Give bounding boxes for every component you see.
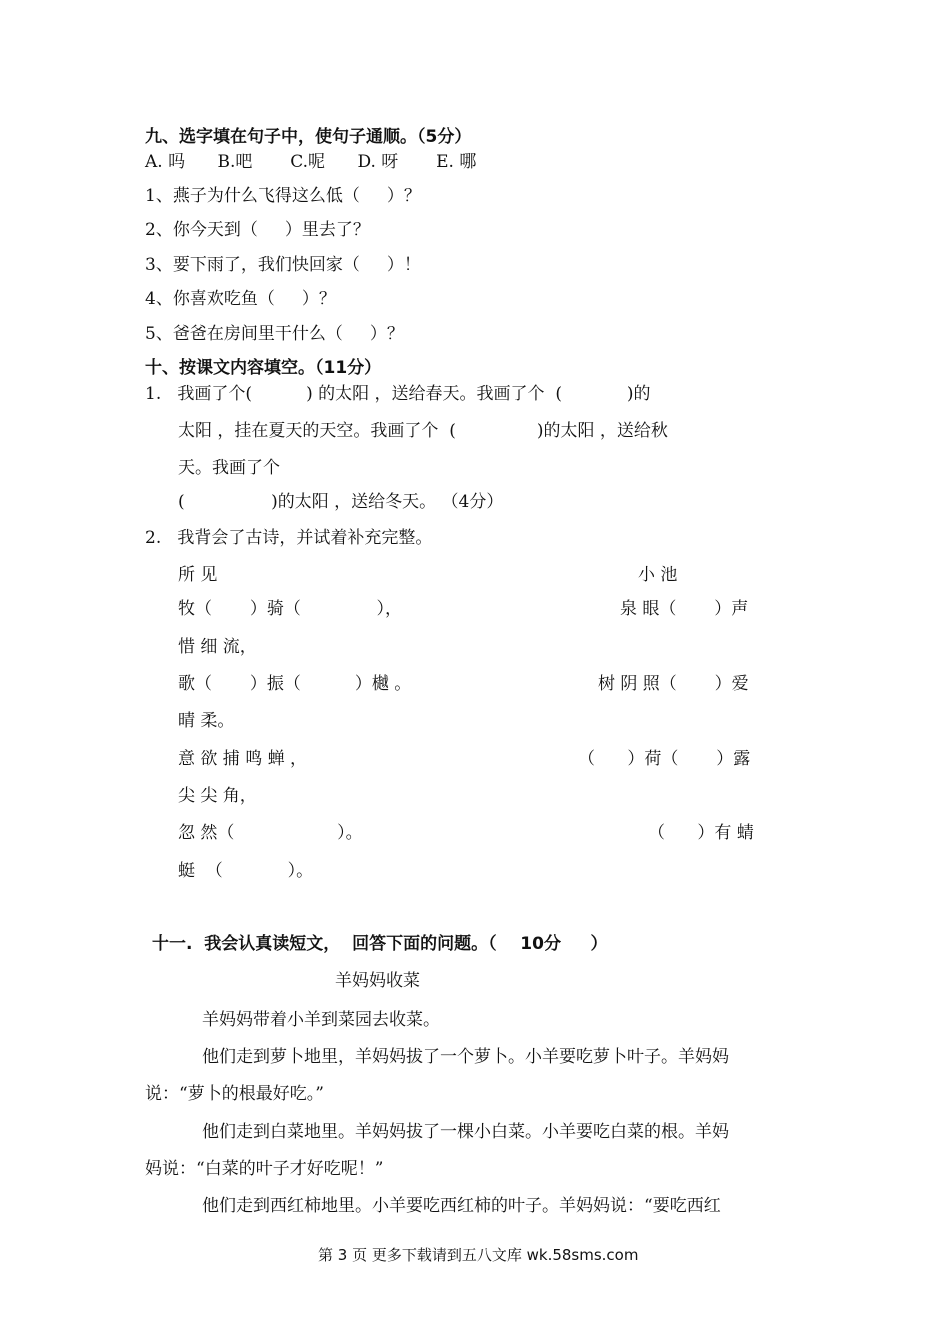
- passage-line: 说：“萝卜的根最好吃。”: [145, 1084, 324, 1104]
- section-9-item: 2、你今天到（ ）里去了？: [145, 220, 370, 240]
- passage-line: 他们走到西红柿地里。小羊要吃西红柿的叶子。羊妈妈说：“要吃西红: [202, 1196, 721, 1216]
- section-9-heading: 九、选字填在句子中，使句子通顺。（5分）: [145, 127, 472, 147]
- passage-line: 妈说：“白菜的叶子才好吃呢！”: [145, 1159, 384, 1179]
- poem-right-line: 小 池: [638, 565, 678, 585]
- section-9-item: 4、你喜欢吃鱼（ ）？: [145, 289, 336, 309]
- section-9-options: A. 吗 B.吧 C.呢 D. 呀 E. 哪: [145, 152, 477, 172]
- section-9-item: 3、要下雨了，我们快回家（ ）！: [145, 255, 421, 275]
- page-footer: 第 3 页 更多下载请到五八文库 wk.58sms.com: [318, 1246, 639, 1264]
- poem-right-line: （ ）荷（ ）露: [578, 749, 751, 769]
- poem-right-line: 泉 眼（ ）声: [620, 599, 749, 619]
- poem-right-line: （ ）有 蜻: [648, 823, 754, 843]
- poem-left-line: 尖 尖 角，: [178, 786, 257, 806]
- poem-left-line: 所 见: [178, 565, 218, 585]
- poem-left-line: 晴 柔。: [178, 711, 235, 731]
- section-10-q1-line: 1. 我画了个( ) 的太阳 ，送给春天。我画了个 ( )的: [145, 384, 651, 404]
- section-10-q1-line: 太阳 ，挂在夏天的天空。我画了个 ( )的太阳 ，送给秋: [178, 421, 668, 441]
- section-11-heading: 十一. 我会认真读短文， 回答下面的问题。（ 10分 ）: [152, 934, 608, 954]
- passage-line: 他们走到白菜地里。羊妈妈拔了一棵小白菜。小羊要吃白菜的根。羊妈: [202, 1122, 729, 1142]
- poem-left-line: 意 欲 捕 鸣 蝉 ，: [178, 749, 308, 769]
- passage-title: 羊妈妈收菜: [335, 971, 420, 991]
- section-10-heading: 十、按课文内容填空。（11分）: [145, 358, 382, 378]
- section-9-item: 5、爸爸在房间里干什么（ ）？: [145, 324, 404, 344]
- poem-right-line: 树 阴 照（ ）爱: [598, 674, 749, 694]
- section-9-item: 1、燕子为什么飞得这么低（ ）？: [145, 186, 421, 206]
- poem-left-line: 牧（ ）骑（ ），: [178, 599, 402, 619]
- passage-line: 羊妈妈带着小羊到菜园去收菜。: [202, 1010, 440, 1030]
- passage-line: 他们走到萝卜地里，羊妈妈拔了一个萝卜。小羊要吃萝卜叶子。羊妈妈: [202, 1047, 729, 1067]
- section-10-q2-label: 2. 我背会了古诗，并试着补充完整。: [145, 528, 433, 548]
- poem-left-line: 惜 细 流，: [178, 637, 257, 657]
- poem-left-line: 忽 然（ ）。: [178, 823, 363, 843]
- poem-left-line: 歌（ ）振（ ）樾 。: [178, 674, 412, 694]
- section-10-q1-line: 天。我画了个: [178, 458, 280, 478]
- section-10-q1-line: ( )的太阳 ，送给冬天。 （4分）: [178, 492, 504, 512]
- poem-left-line: 蜓 （ ）。: [178, 861, 314, 881]
